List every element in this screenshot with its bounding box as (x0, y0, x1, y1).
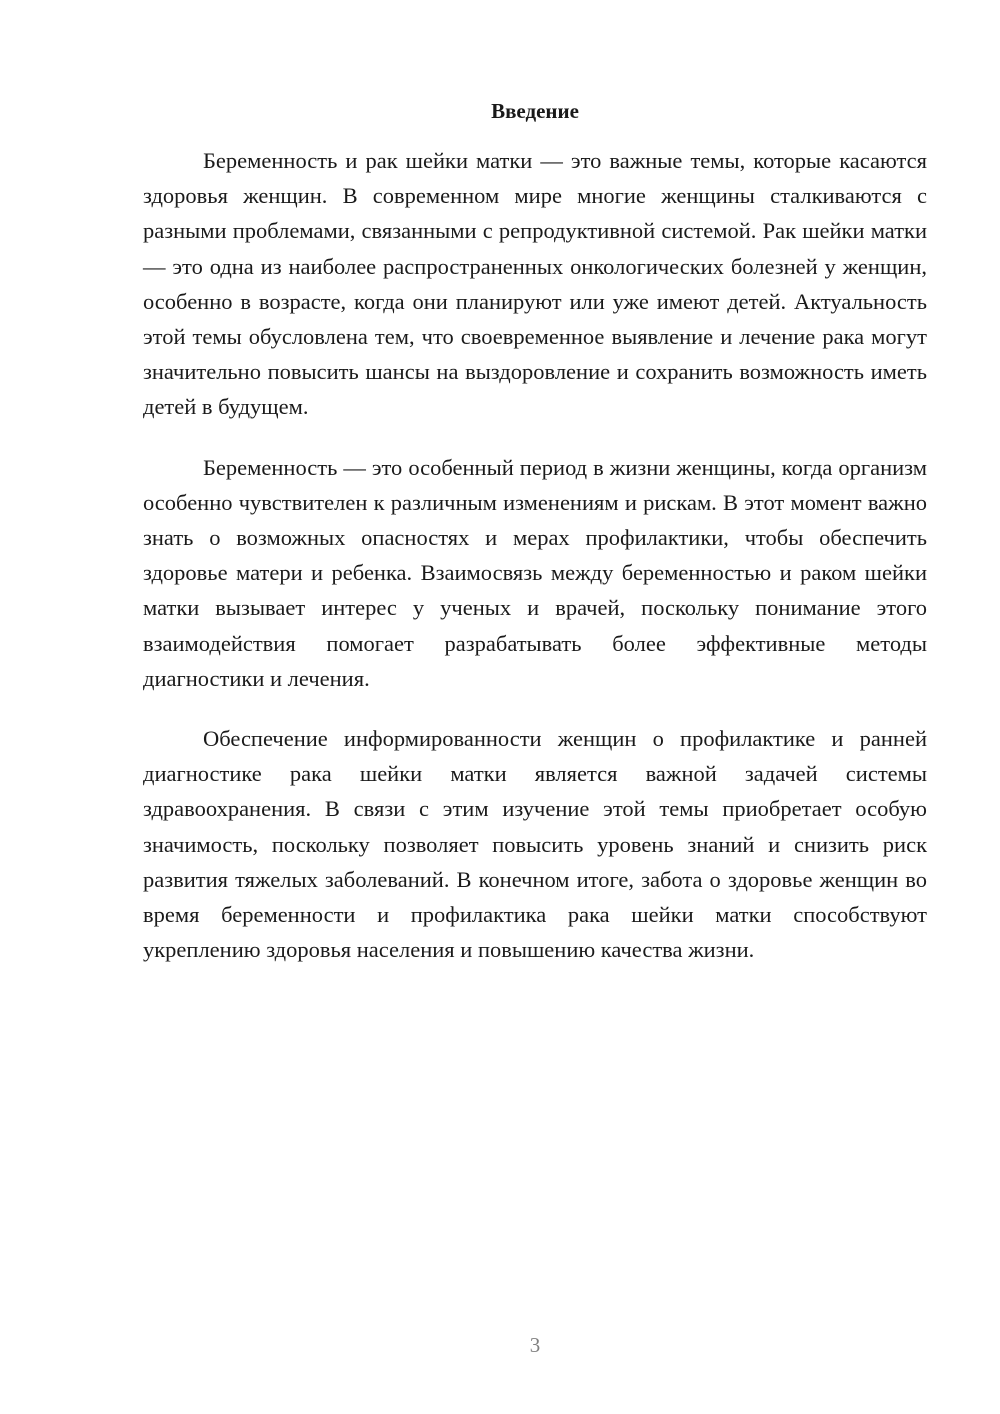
paragraph-1: Беременность и рак шейки матки — это важные темы, которые касаются здоровья женщин. В современном мире многие женщины сталкиваются с разными проблемами, связанными с репродуктивной системой. Рак шейки матки — это одна из наиболее распространенных онкологических болезней у женщин, особенно в возрасте, когда они планируют или уже имеют детей. Актуальность этой темы обусловлена тем, что своевременное выявление и лечение рака могут значительно повысить шансы на выздоровление и сохранить возможность иметь детей в будущем. (143, 148, 927, 420)
body-text (143, 143, 927, 992)
paragraph-3: Обеспечение информированности женщин о профилактике и ранней диагностике рака шейки матки является важной задачей системы здравоохранения. В связи с этим изучение этой темы приобретает особую значимость, поскольку позволяет повысить уровень знаний и снизить риск развития тяжелых заболеваний. В конечном итоге, забота о здоровье женщин во время беременности и профилактика рака шейки матки способствуют укреплению здоровья населения и повышению качества жизни. (143, 726, 927, 963)
section-title: Введение (491, 99, 579, 123)
paragraph-2: Беременность — это особенный период в жизни женщины, когда организм особенно чувствителен к различным изменениям и рискам. В этот момент важно знать о возможных опасностях и мерах профилактики, чтобы обеспечить здоровье матери и ребенка. Взаимосвязь между беременностью и раком шейки матки вызывает интерес у ученых и врачей, поскольку понимание этого взаимодействия помогает разрабатывать более эффективные методы диагностики и лечения. (143, 454, 927, 691)
page-number: 3 (529, 1333, 541, 1357)
